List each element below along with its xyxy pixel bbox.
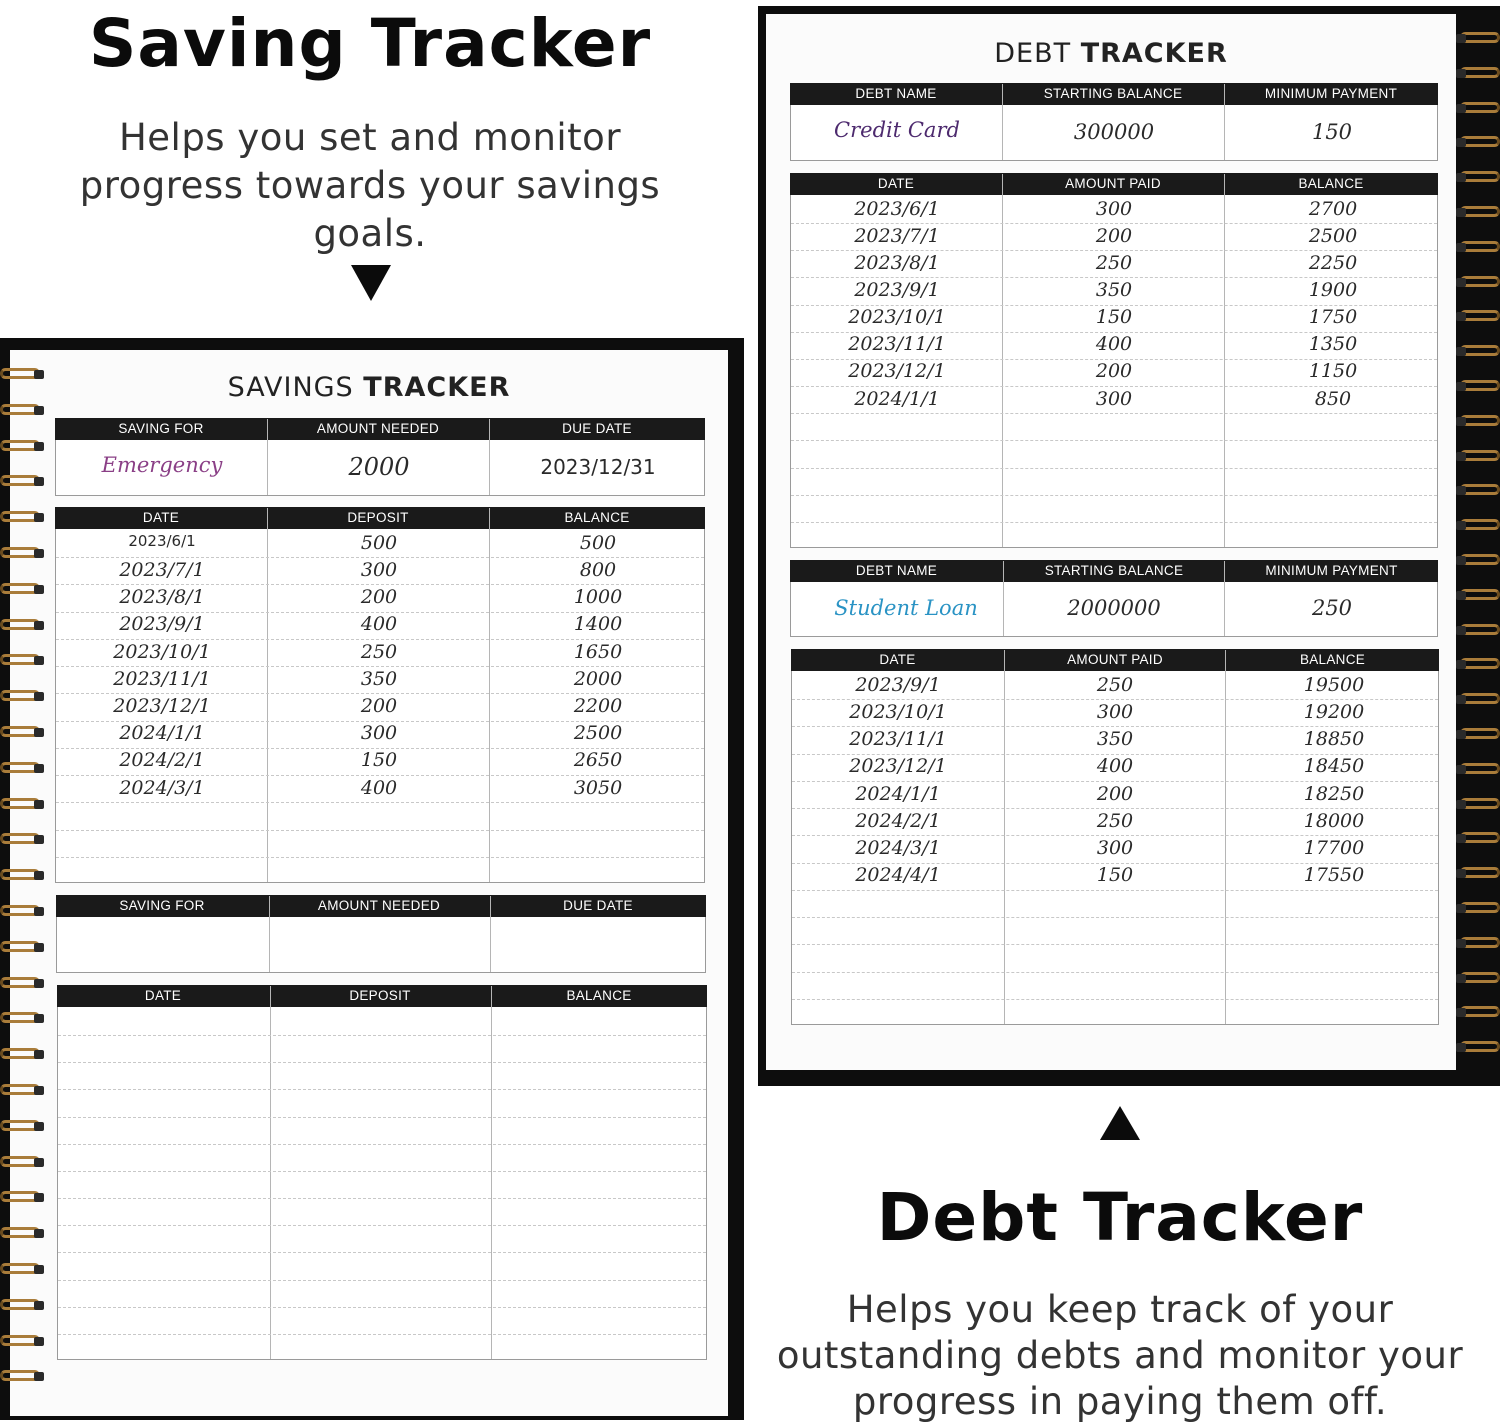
debt-title-light: DEBT bbox=[994, 38, 1072, 69]
row-balance: 2500 bbox=[1308, 224, 1358, 247]
spiral-coil-icon bbox=[0, 473, 44, 489]
row-balance: 2700 bbox=[1308, 197, 1358, 220]
spiral-coil-icon bbox=[0, 831, 44, 847]
log-header-row bbox=[55, 507, 705, 529]
minimum-payment-value-2: 250 bbox=[1311, 596, 1353, 620]
table-row bbox=[792, 808, 1438, 835]
row-amount: 150 bbox=[1096, 864, 1134, 887]
row-balance: 1400 bbox=[573, 613, 623, 636]
row-balance: 1000 bbox=[573, 586, 623, 609]
spiral-coil-icon bbox=[1456, 169, 1500, 185]
row-balance: 18000 bbox=[1303, 809, 1365, 832]
spiral-coil-icon bbox=[0, 509, 44, 525]
spiral-coil-icon bbox=[0, 688, 44, 704]
header-amount-paid-2: AMOUNT PAID bbox=[1067, 652, 1163, 667]
savings-title-light: SAVINGS bbox=[227, 372, 354, 403]
table-row bbox=[791, 359, 1437, 386]
row-amount: 300 bbox=[360, 722, 398, 745]
spiral-coil-icon bbox=[0, 903, 44, 919]
row-date: 2024/2/1 bbox=[855, 809, 941, 832]
row-date: 2024/1/1 bbox=[119, 722, 205, 745]
table-row bbox=[56, 530, 704, 557]
row-date: 2023/11/1 bbox=[848, 333, 946, 356]
spiral-coil-icon bbox=[1456, 343, 1500, 359]
debt-info-table-1 bbox=[790, 83, 1438, 161]
spiral-coil-icon bbox=[1456, 552, 1500, 568]
spiral-coil-icon bbox=[0, 867, 44, 883]
header-deposit: DEPOSIT bbox=[347, 510, 409, 525]
spiral-coil-icon bbox=[0, 1189, 44, 1205]
table-row bbox=[56, 639, 704, 666]
row-date: 2023/9/1 bbox=[855, 673, 941, 696]
row-amount: 300 bbox=[1095, 197, 1133, 220]
spiral-coil-icon bbox=[1456, 970, 1500, 986]
table-row bbox=[792, 863, 1438, 890]
spiral-coil-icon bbox=[0, 652, 44, 668]
table-row bbox=[792, 781, 1438, 808]
savings-log-table-2 bbox=[57, 985, 707, 1360]
row-balance: 1650 bbox=[573, 640, 623, 663]
spiral-coil-icon bbox=[1456, 30, 1500, 46]
spiral-coil-icon bbox=[0, 1333, 44, 1349]
row-amount: 250 bbox=[1096, 673, 1134, 696]
header-amount-paid: AMOUNT PAID bbox=[1065, 176, 1161, 191]
table-row bbox=[56, 693, 704, 720]
row-balance: 2650 bbox=[573, 749, 623, 772]
spiral-coil-icon bbox=[1456, 517, 1500, 533]
table-row bbox=[56, 775, 704, 802]
header-date-2: DATE bbox=[144, 988, 182, 1003]
spiral-coil-icon bbox=[0, 545, 44, 561]
row-balance: 1750 bbox=[1308, 306, 1358, 329]
row-balance: 2500 bbox=[573, 722, 623, 745]
header-saving-for-2: SAVING FOR bbox=[119, 898, 205, 913]
row-balance: 1350 bbox=[1308, 333, 1358, 356]
row-date: 2023/12/1 bbox=[848, 360, 946, 383]
row-amount: 200 bbox=[1095, 360, 1133, 383]
spiral-coil-icon bbox=[1456, 796, 1500, 812]
spiral-coil-icon bbox=[0, 1261, 44, 1277]
savings-page-title bbox=[10, 372, 728, 403]
row-amount: 250 bbox=[1096, 809, 1134, 832]
saving-headline: Saving Tracker bbox=[88, 5, 652, 82]
table-row bbox=[56, 557, 704, 584]
row-balance: 500 bbox=[579, 531, 617, 554]
row-balance: 18450 bbox=[1303, 755, 1365, 778]
row-balance: 3050 bbox=[573, 776, 623, 799]
table-row bbox=[56, 666, 704, 693]
header-balance-2: BALANCE bbox=[1299, 652, 1366, 667]
debt-log-header-row-2 bbox=[791, 649, 1439, 671]
header-starting-balance-2: STARTING BALANCE bbox=[1044, 563, 1184, 578]
row-date: 2023/11/1 bbox=[849, 728, 947, 751]
spiral-coil-icon bbox=[0, 724, 44, 740]
debt-log-table-1 bbox=[790, 173, 1438, 548]
spiral-coil-icon bbox=[1456, 308, 1500, 324]
saving-subline-2: progress towards your savings goals. bbox=[79, 164, 661, 255]
spiral-coil-icon bbox=[1456, 378, 1500, 394]
row-date: 2024/3/1 bbox=[119, 776, 205, 799]
table-row bbox=[791, 196, 1437, 223]
spiral-coil-icon bbox=[1456, 448, 1500, 464]
row-date: 2024/1/1 bbox=[854, 387, 940, 410]
row-balance: 2000 bbox=[573, 667, 623, 690]
table-row bbox=[792, 726, 1438, 753]
row-date: 2023/8/1 bbox=[119, 586, 205, 609]
row-amount: 350 bbox=[1096, 728, 1134, 751]
spiral-coil-icon bbox=[1456, 274, 1500, 290]
spiral-coil-icon bbox=[0, 1368, 44, 1384]
log-header-row-2 bbox=[57, 985, 707, 1007]
row-amount: 350 bbox=[360, 667, 398, 690]
row-balance: 18250 bbox=[1303, 782, 1365, 805]
spiral-coil-icon bbox=[1456, 1039, 1500, 1055]
table-row bbox=[56, 721, 704, 748]
spiral-coil-icon bbox=[1456, 656, 1500, 672]
due-date-value: 2023/12/31 bbox=[540, 455, 656, 479]
debt-name-value-2: Student Loan bbox=[834, 596, 978, 620]
row-amount: 350 bbox=[1095, 279, 1133, 302]
row-amount: 200 bbox=[360, 586, 398, 609]
row-balance: 1150 bbox=[1308, 360, 1358, 383]
table-row bbox=[791, 332, 1437, 359]
debt-header-row bbox=[790, 83, 1438, 105]
header-debt-name: DEBT NAME bbox=[855, 86, 937, 101]
spiral-coil-icon bbox=[1456, 413, 1500, 429]
spiral-coil-icon bbox=[0, 1225, 44, 1241]
row-amount: 300 bbox=[1096, 700, 1134, 723]
table-row bbox=[56, 584, 704, 611]
spiral-coil-icon bbox=[0, 975, 44, 991]
spiral-coil-icon bbox=[1456, 204, 1500, 220]
row-amount: 250 bbox=[360, 640, 398, 663]
row-amount: 200 bbox=[1095, 224, 1133, 247]
header-amount-needed-2: AMOUNT NEEDED bbox=[317, 898, 441, 913]
spiral-coil-icon bbox=[0, 581, 44, 597]
spiral-coil-icon bbox=[0, 402, 44, 418]
table-row bbox=[792, 835, 1438, 862]
row-date: 2023/7/1 bbox=[119, 558, 205, 581]
row-balance: 2250 bbox=[1308, 251, 1358, 274]
header-balance: BALANCE bbox=[564, 510, 630, 525]
debt-info-table-2 bbox=[790, 560, 1438, 637]
savings-goal-table-2 bbox=[56, 895, 706, 973]
header-saving-for: SAVING FOR bbox=[118, 421, 204, 436]
row-amount: 250 bbox=[1095, 251, 1133, 274]
header-balance-2: BALANCE bbox=[566, 988, 632, 1003]
row-date: 2023/10/1 bbox=[849, 700, 947, 723]
row-balance: 19500 bbox=[1303, 673, 1365, 696]
table-row bbox=[792, 754, 1438, 781]
row-amount: 500 bbox=[360, 531, 398, 554]
header-deposit-2: DEPOSIT bbox=[349, 988, 411, 1003]
table-row bbox=[791, 250, 1437, 277]
row-amount: 150 bbox=[1095, 306, 1133, 329]
row-balance: 18850 bbox=[1303, 728, 1365, 751]
row-amount: 400 bbox=[1096, 755, 1134, 778]
savings-title-bold: TRACKER bbox=[363, 372, 511, 403]
row-date: 2023/9/1 bbox=[854, 279, 940, 302]
spiral-coil-icon bbox=[1456, 65, 1500, 81]
debt-subline-3: progress in paying them off. bbox=[852, 1380, 1388, 1423]
spiral-coil-icon bbox=[0, 1010, 44, 1026]
row-amount: 150 bbox=[360, 749, 398, 772]
amount-needed-value: 2000 bbox=[348, 453, 410, 481]
debt-log-table-2 bbox=[791, 649, 1439, 1025]
spiral-coil-icon bbox=[1456, 726, 1500, 742]
header-minimum-payment-2: MINIMUM PAYMENT bbox=[1265, 563, 1398, 578]
debt-title-bold: TRACKER bbox=[1080, 38, 1228, 69]
spiral-coil-icon bbox=[1456, 761, 1500, 777]
table-row bbox=[792, 699, 1438, 726]
row-amount: 300 bbox=[1096, 836, 1134, 859]
spiral-coil-icon bbox=[1456, 935, 1500, 951]
header-date-2: DATE bbox=[879, 652, 916, 667]
row-amount: 400 bbox=[360, 776, 398, 799]
triangle-down-icon bbox=[351, 265, 391, 301]
table-row bbox=[791, 277, 1437, 304]
spiral-coil-icon bbox=[0, 617, 44, 633]
minimum-payment-value: 150 bbox=[1311, 120, 1353, 144]
starting-balance-value-2: 2000000 bbox=[1067, 596, 1161, 620]
spiral-coil-icon bbox=[0, 1082, 44, 1098]
header-date: DATE bbox=[142, 510, 180, 525]
row-date: 2023/6/1 bbox=[854, 197, 940, 220]
table-row bbox=[791, 386, 1437, 413]
spiral-coil-icon bbox=[1456, 587, 1500, 603]
row-balance: 19200 bbox=[1303, 700, 1365, 723]
debt-name-value: Credit Card bbox=[834, 118, 960, 142]
spiral-coil-icon bbox=[0, 1046, 44, 1062]
row-balance: 17550 bbox=[1303, 864, 1365, 887]
spiral-coil-icon bbox=[0, 366, 44, 382]
starting-balance-value: 300000 bbox=[1073, 120, 1155, 144]
row-date: 2024/1/1 bbox=[855, 782, 941, 805]
row-amount: 300 bbox=[360, 558, 398, 581]
debt-subline-1: Helps you keep track of your bbox=[846, 1288, 1394, 1331]
header-starting-balance: STARTING BALANCE bbox=[1043, 86, 1183, 101]
row-date: 2024/3/1 bbox=[855, 836, 941, 859]
spiral-coil-icon bbox=[1456, 239, 1500, 255]
row-amount: 300 bbox=[1095, 387, 1133, 410]
spiral-coil-icon bbox=[0, 1297, 44, 1313]
row-date: 2023/10/1 bbox=[113, 640, 211, 663]
header-minimum-payment: MINIMUM PAYMENT bbox=[1264, 86, 1398, 101]
savings-log-table-1 bbox=[55, 507, 705, 883]
table-row bbox=[56, 748, 704, 775]
row-balance: 800 bbox=[579, 558, 617, 581]
row-amount: 200 bbox=[1096, 782, 1134, 805]
spiral-coil-icon bbox=[0, 760, 44, 776]
row-date: 2023/11/1 bbox=[113, 667, 211, 690]
spiral-coil-icon bbox=[1456, 691, 1500, 707]
spiral-coil-icon bbox=[1456, 100, 1500, 116]
spiral-coil-icon bbox=[1456, 830, 1500, 846]
debt-header-row-2 bbox=[790, 560, 1438, 582]
header-due-date-2: DUE DATE bbox=[563, 898, 633, 913]
row-balance: 850 bbox=[1314, 387, 1352, 410]
spiral-coil-icon bbox=[0, 796, 44, 812]
spiral-coil-icon bbox=[1456, 134, 1500, 150]
triangle-up-icon bbox=[1100, 1106, 1140, 1140]
debt-subline-2: outstanding debts and monitor your bbox=[776, 1334, 1464, 1377]
spiral-coil-icon bbox=[1456, 900, 1500, 916]
row-amount: 200 bbox=[360, 694, 398, 717]
row-balance: 2200 bbox=[573, 694, 623, 717]
spiral-coil-icon bbox=[1456, 865, 1500, 881]
saving-subline-1: Helps you set and monitor bbox=[118, 116, 622, 159]
row-date: 2023/7/1 bbox=[854, 224, 940, 247]
debt-headline: Debt Tracker bbox=[876, 1179, 1364, 1256]
goal-header-row-2 bbox=[56, 895, 706, 917]
table-row bbox=[792, 672, 1438, 699]
row-amount: 400 bbox=[360, 613, 398, 636]
goal-header-row bbox=[55, 418, 705, 440]
row-date: 2023/10/1 bbox=[848, 306, 946, 329]
row-date: 2023/6/1 bbox=[128, 531, 196, 550]
table-row bbox=[791, 223, 1437, 250]
header-balance: BALANCE bbox=[1298, 176, 1364, 191]
row-date: 2024/2/1 bbox=[119, 749, 205, 772]
row-date: 2024/4/1 bbox=[855, 864, 941, 887]
row-amount: 400 bbox=[1095, 333, 1133, 356]
header-debt-name-2: DEBT NAME bbox=[855, 563, 938, 578]
row-date: 2023/9/1 bbox=[119, 613, 205, 636]
debt-log-header-row bbox=[790, 173, 1438, 195]
row-date: 2023/8/1 bbox=[854, 251, 940, 274]
table-row bbox=[56, 612, 704, 639]
header-date: DATE bbox=[877, 176, 915, 191]
row-date: 2023/12/1 bbox=[849, 755, 947, 778]
saving-for-value: Emergency bbox=[101, 453, 223, 477]
row-balance: 17700 bbox=[1303, 836, 1365, 859]
spiral-coil-icon bbox=[0, 1154, 44, 1170]
spiral-coil-icon bbox=[0, 1118, 44, 1134]
spiral-coil-icon bbox=[1456, 622, 1500, 638]
spiral-coil-icon bbox=[0, 939, 44, 955]
table-row bbox=[791, 305, 1437, 332]
spiral-coil-icon bbox=[0, 438, 44, 454]
spiral-coil-icon bbox=[1456, 1004, 1500, 1020]
debt-page-title bbox=[766, 38, 1456, 69]
spiral-coil-icon bbox=[1456, 482, 1500, 498]
row-balance: 1900 bbox=[1308, 279, 1358, 302]
header-amount-needed: AMOUNT NEEDED bbox=[316, 421, 440, 436]
row-date: 2023/12/1 bbox=[113, 694, 211, 717]
header-due-date: DUE DATE bbox=[562, 421, 632, 436]
savings-goal-table-1 bbox=[55, 418, 705, 496]
